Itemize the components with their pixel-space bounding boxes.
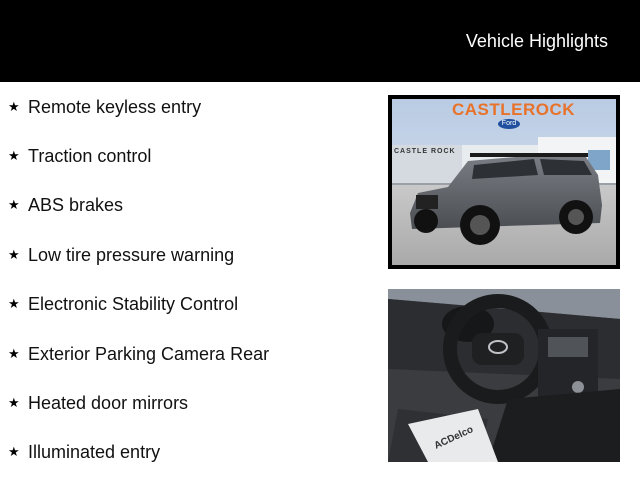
- star-icon: ★: [8, 444, 20, 459]
- feature-label: Illuminated entry: [28, 441, 161, 462]
- floor-mat-text: ACDelco: [432, 424, 476, 452]
- feature-label: ABS brakes: [28, 194, 124, 215]
- vehicle-exterior-photo[interactable]: [388, 95, 620, 269]
- feature-item: [8, 144, 151, 168]
- header-bar: [0, 0, 640, 82]
- feature-label: Exterior Parking Camera Rear: [28, 343, 270, 364]
- star-icon: ★: [8, 346, 20, 361]
- feature-label: Traction control: [28, 145, 152, 166]
- star-icon: ★: [8, 197, 20, 212]
- feature-item: [8, 440, 160, 464]
- feature-item: [8, 193, 123, 217]
- feature-label: Electronic Stability Control: [28, 293, 239, 314]
- feature-item: [8, 243, 234, 267]
- page-title: Vehicle Highlights: [465, 31, 608, 51]
- feature-item: [8, 292, 238, 316]
- feature-label: Heated door mirrors: [28, 392, 189, 413]
- vehicle-interior-photo[interactable]: [388, 289, 620, 462]
- ford-badge: Ford: [498, 119, 520, 129]
- feature-item: [8, 391, 188, 415]
- star-icon: ★: [8, 99, 20, 114]
- feature-item: [8, 342, 269, 366]
- dealer-logo: CASTLEROCK: [452, 100, 576, 119]
- feature-item: [8, 95, 201, 119]
- star-icon: ★: [8, 296, 20, 311]
- building-sign: CASTLE ROCK: [394, 148, 456, 155]
- star-icon: ★: [8, 247, 20, 262]
- star-icon: ★: [8, 148, 20, 163]
- star-icon: ★: [8, 395, 20, 410]
- feature-label: Remote keyless entry: [28, 96, 202, 117]
- feature-label: Low tire pressure warning: [28, 244, 235, 265]
